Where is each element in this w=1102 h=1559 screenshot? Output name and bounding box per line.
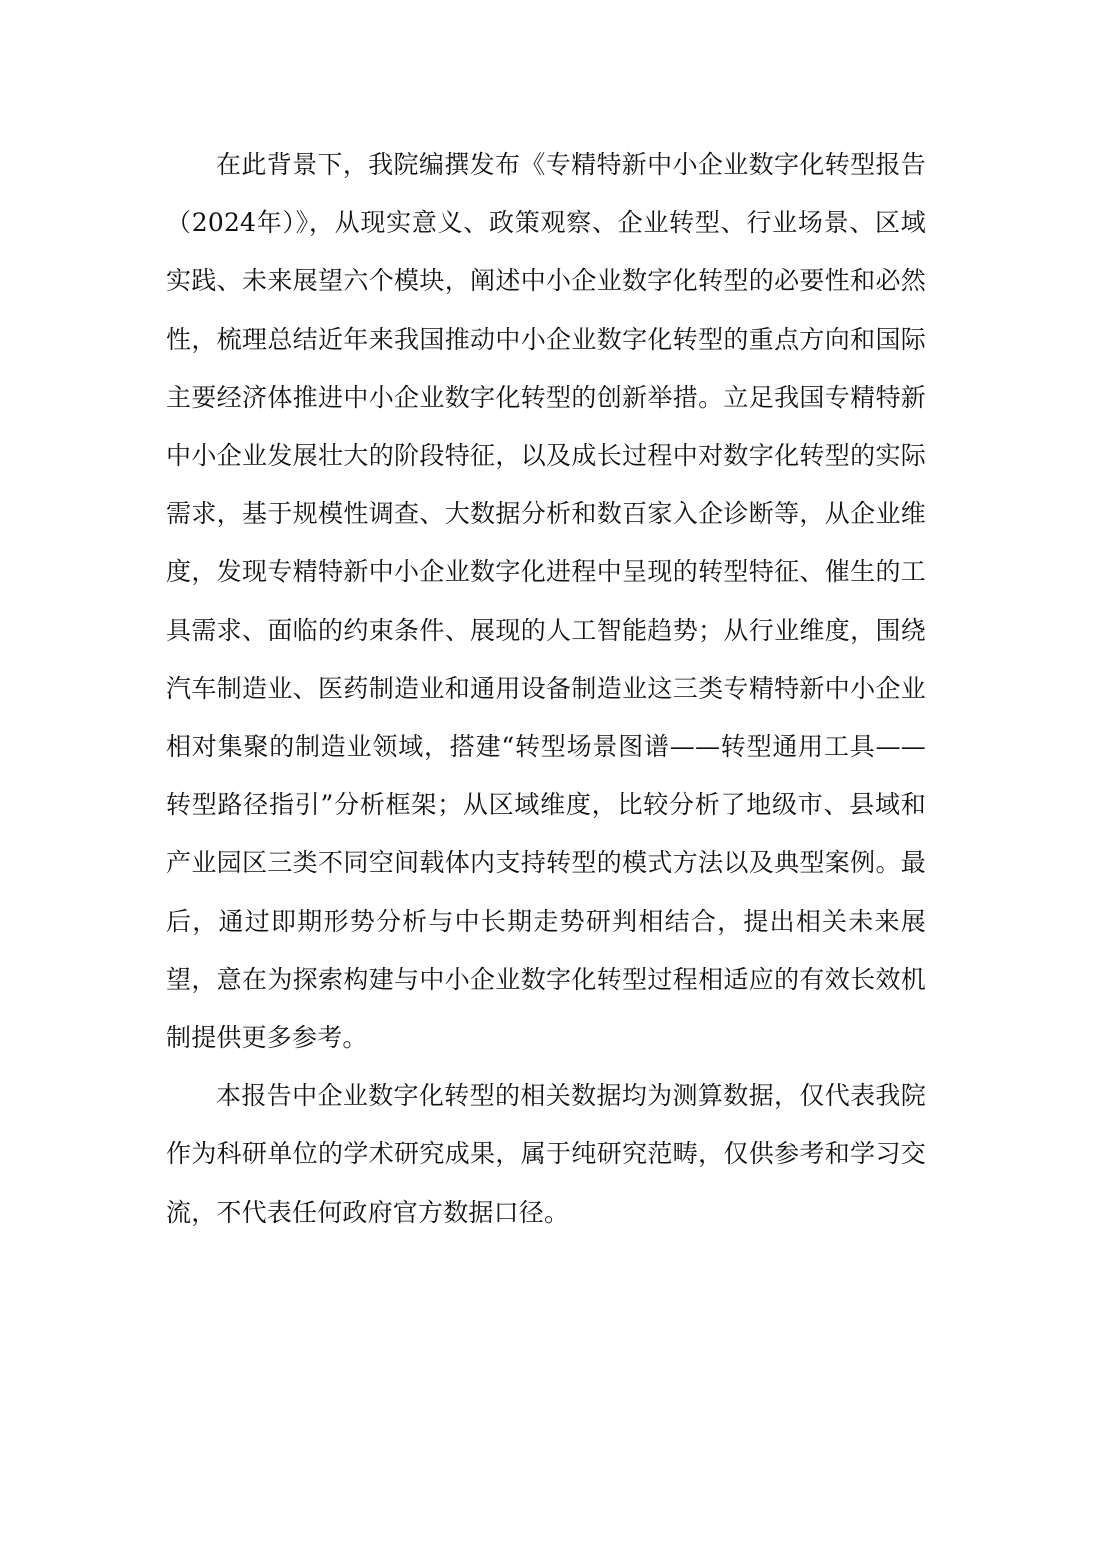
paragraph-background: 在此背景下，我院编撰发布《专精特新中小企业数字化转型报告（2024年）》，从现实意义、政策观察、企业转型、行业场景、区域实践、未来展望六个模块，阐述中小企业数字化转型的必要性和必然性，梳理总结近年来我国推动中小企业数字化转型的重点方向和国际主要经济体推进中小企业数字化转型的创新举措。立足我国专精特新中小企业发展壮大的阶段特征，以及成长过程中对数字化转型的实际需求，基于规模性调查、大数据分析和数百家入企诊断等，从企业维度，发现专精特新中小企业数字化进程中呈现的转型特征、催生的工具需求、面临的约束条件、展现的人工智能趋势；从行业维度，围绕汽车制造业、医药制造业和通用设备制造业这三类专精特新中小企业相对集聚的制造业领域，搭建“转型场景图谱——转型通用工具——转型路径指引”分析框架；从区域维度，比较分析了地级市、县域和产业园区三类不同空间载体内支持转型的模式方法以及典型案例。最后，通过即期形势分析与中长期走势研判相结合，提出相关未来展望，意在为探索构建与中小企业数字化转型过程相适应的有效长效机制提供更多参考。 bbox=[166, 150, 926, 1053]
paragraph-disclaimer: 本报告中企业数字化转型的相关数据均为测算数据，仅代表我院作为科研单位的学术研究成果，属于纯研究范畴，仅供参考和学习交流，不代表任何政府官方数据口径。 bbox=[166, 1081, 926, 1227]
document-body bbox=[166, 136, 926, 1242]
